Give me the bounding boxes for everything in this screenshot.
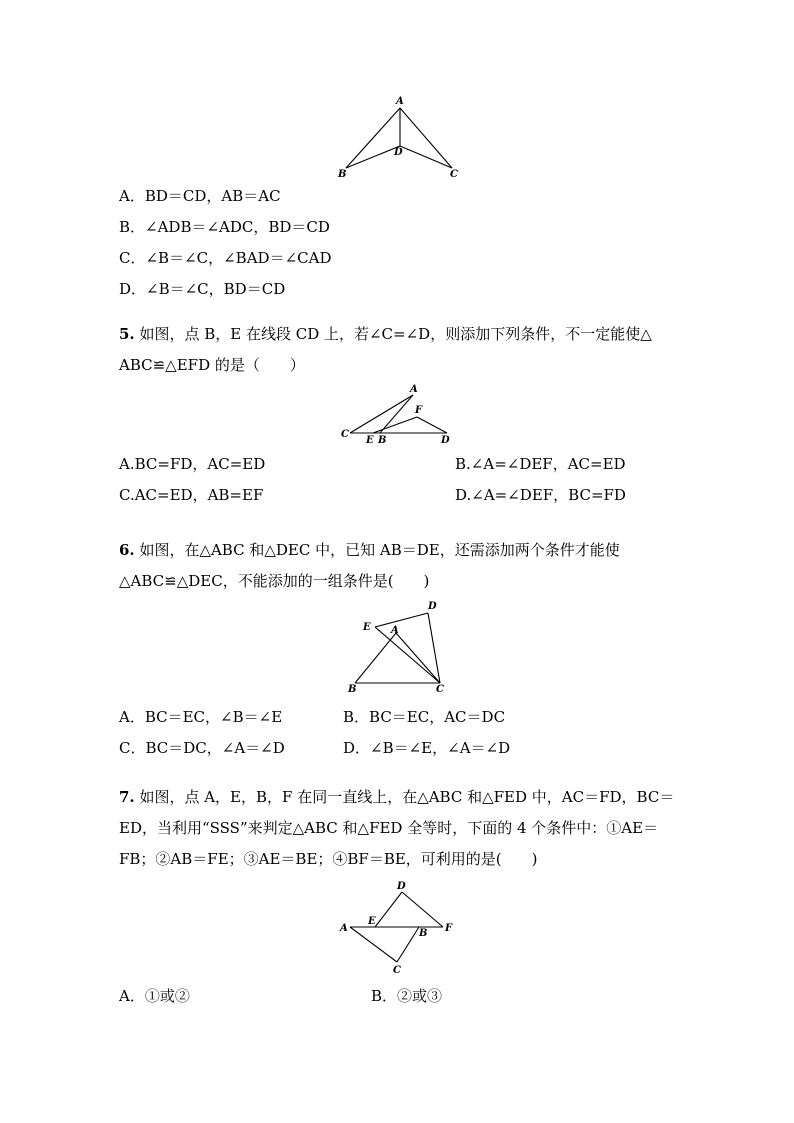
q5-label-f: F (415, 405, 423, 416)
q4-label-c: C (450, 169, 458, 180)
q5-option-c: C.AC=ED，AB=EF (119, 486, 264, 504)
q6-label-e: E (363, 622, 371, 633)
q6-figure (340, 595, 460, 695)
q4-label-d: D (394, 147, 403, 158)
q6-label-b: B (348, 684, 357, 695)
q6-label-a: A (391, 625, 399, 636)
q7-label-d: D (397, 881, 406, 892)
q5-label-b: B (378, 435, 387, 446)
q5-label-d: D (441, 435, 450, 446)
q4-option-b: B．∠ADB＝∠ADC，BD＝CD (119, 218, 330, 236)
q7-number: 7. (119, 788, 135, 806)
q7-stem-line2: ED，当利用“SSS”来判定△ABC 和△FED 全等时，下面的 4 个条件中：①AE＝ (119, 819, 659, 837)
q5-number: 5. (119, 325, 135, 343)
q7-label-c: C (393, 965, 401, 976)
q5-stem-line1 (119, 324, 652, 344)
q6-number: 6. (119, 541, 135, 559)
q4-option-d: D．∠B＝∠C，BD＝CD (119, 280, 286, 298)
q4-figure (330, 90, 470, 185)
q7-figure (335, 878, 465, 978)
q7-label-f: F (445, 923, 453, 934)
q5-label-e: E (366, 435, 374, 446)
q5-label-a: A (410, 384, 418, 395)
q7-label-a: A (340, 923, 348, 934)
q4-option-c: C．∠B＝∠C，∠BAD＝∠CAD (119, 249, 332, 267)
q5-option-b: B.∠A=∠DEF，AC=ED (455, 455, 626, 473)
q5-stem-line2: ABC≌△EFD 的是（ ） (119, 356, 305, 374)
q7-text-1: 如图，点 A，E，B，F 在同一直线上，在△ABC 和△FED 中，AC＝FD，BC＝ (134, 788, 675, 806)
q4-option-a: A．BD＝CD，AB＝AC (119, 187, 281, 205)
q6-option-a: A．BC＝EC，∠B＝∠E (119, 708, 283, 726)
q4-label-b: B (338, 169, 347, 180)
q6-text-1: 如图，在△ABC 和△DEC 中，已知 AB＝DE，还需添加两个条件才能使 (134, 541, 620, 559)
q5-label-c: C (341, 429, 349, 440)
q5-option-d: D.∠A=∠DEF，BC=FD (455, 486, 626, 504)
q7-option-b: B．②或③ (371, 987, 443, 1005)
q6-stem-line2: △ABC≌△DEC，不能添加的一组条件是( ) (119, 572, 430, 590)
q7-stem-line3: FB；②AB＝FE；③AE＝BE；④BF＝BE，可利用的是( ) (119, 850, 538, 868)
q6-option-c: C．BC＝DC，∠A＝∠D (119, 739, 285, 757)
q6-label-c: C (436, 684, 444, 695)
q7-label-e: E (368, 916, 376, 927)
q6-option-d: D．∠B＝∠E，∠A＝∠D (343, 739, 511, 757)
q5-figure (335, 380, 465, 450)
q4-label-a: A (396, 96, 404, 107)
q7-label-b: B (419, 928, 428, 939)
q5-option-a: A.BC=FD，AC=ED (119, 455, 266, 473)
q6-stem-line1 (119, 540, 620, 560)
q6-label-d: D (428, 601, 437, 612)
q5-text-1: 如图，点 B，E 在线段 CD 上，若∠C=∠D，则添加下列条件，不一定能使△ (134, 325, 652, 343)
q7-stem-line1 (119, 787, 674, 807)
q6-option-b: B．BC＝EC，AC＝DC (343, 708, 506, 726)
q7-option-a: A．①或② (119, 987, 190, 1005)
